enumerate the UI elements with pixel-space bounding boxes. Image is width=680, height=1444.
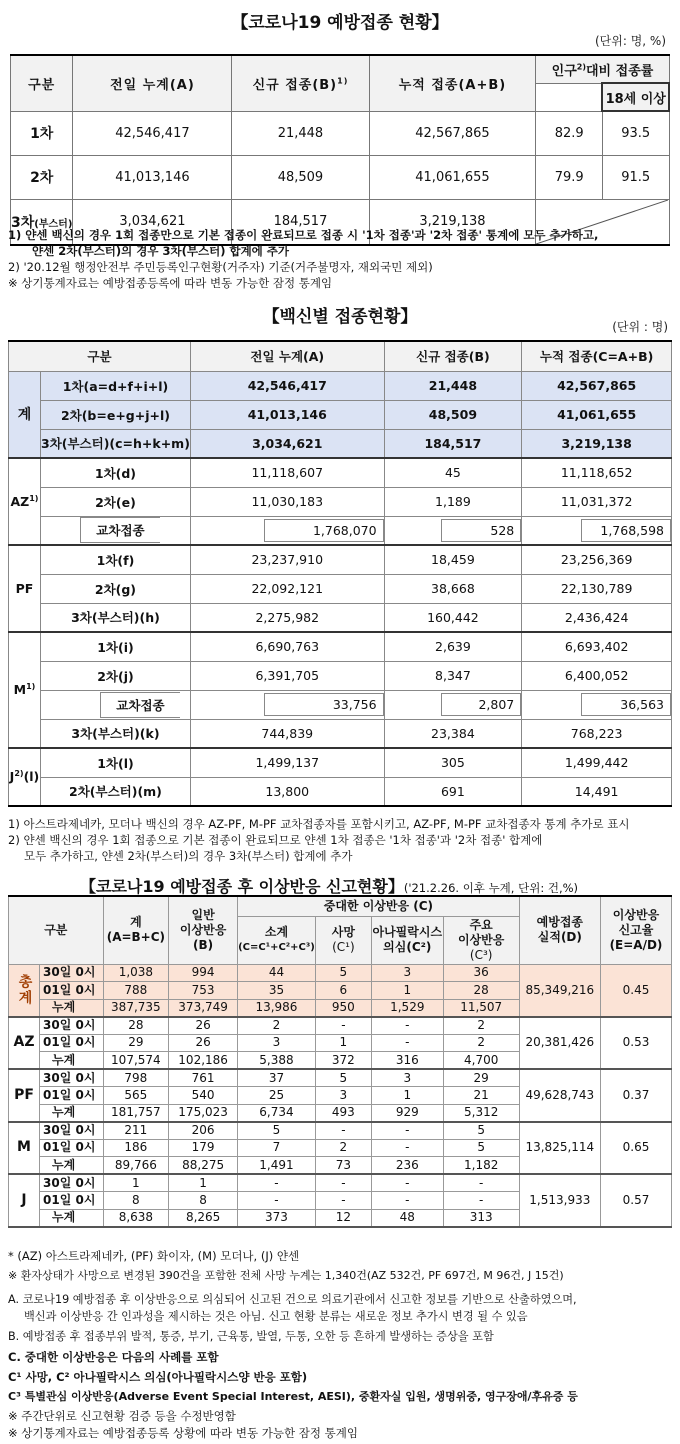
table-cell: 35: [238, 982, 316, 1000]
table-cell: 313: [443, 1209, 519, 1227]
table-cell: -: [371, 1017, 443, 1035]
table-cell: 186: [103, 1139, 169, 1157]
table-cell: -: [371, 1174, 443, 1192]
table-cell: 29: [443, 1069, 519, 1087]
table1-note-1b: 얀센 2차(부스터)의 경우 3차(부스터) 합계에 추가: [32, 244, 290, 258]
table-cell: 누계: [40, 999, 104, 1017]
header-gubun: 구분: [11, 55, 73, 111]
header-subtotal: 소계 (C=C¹+C²+C³): [238, 916, 316, 964]
table-row: PF 1차(f) 23,237,910 18,459 23,256,369: [9, 545, 672, 574]
vaccination-count: 85,349,216: [519, 964, 600, 1017]
report-rate: 0.57: [600, 1174, 671, 1227]
table-cell: 28: [103, 1017, 169, 1035]
table-cell: 30일 0시: [40, 1174, 104, 1192]
header-general: 일반 이상반응 (B): [169, 896, 238, 964]
report-rate: 0.65: [600, 1122, 671, 1175]
header-pop-rate: 인구$^{2)}$대비 접종률: [536, 55, 669, 83]
group-label: M: [9, 1122, 40, 1175]
header-gubun: 구분: [9, 341, 191, 371]
report-rate: 0.45: [600, 964, 671, 1017]
group-label: J: [9, 1174, 40, 1227]
table3-title: 【코로나19 예방접종 후 이상반응 신고현황】: [80, 877, 404, 896]
table-cell: -: [443, 1192, 519, 1210]
table2-unit: (단위 : 명): [612, 320, 668, 334]
table-row: [9, 1017, 672, 1035]
table-cell: 950: [315, 999, 371, 1017]
table-cell: 5: [315, 964, 371, 982]
table-cell: 21: [443, 1087, 519, 1105]
vaccination-status-table: [10, 54, 670, 246]
table-cell: 누계: [40, 1104, 104, 1122]
header-cum: 누적 접종(C=A+B): [522, 341, 672, 371]
header-new: 신규 접종(B): [384, 341, 522, 371]
table-cell: -: [315, 1192, 371, 1210]
table-cell: -: [443, 1174, 519, 1192]
table-cell: -: [371, 1122, 443, 1140]
table3-note-8: ※ 주간단위로 신고현황 검증 등을 수정반영함: [8, 1409, 236, 1423]
table-cell: 5: [315, 1069, 371, 1087]
header-age18: 18세 이상: [602, 83, 669, 111]
table-cell: 387,735: [103, 999, 169, 1017]
table-cell: 540: [169, 1087, 238, 1105]
table-cell: 12: [315, 1209, 371, 1227]
table-cell: 2: [238, 1017, 316, 1035]
table-cell: 1: [169, 1174, 238, 1192]
table2-title: 【백신별 접종현황】: [262, 307, 418, 327]
cross-vaccination-row: 교차접종 33,756 2,807 36,563: [9, 690, 672, 719]
table-cell: 3: [371, 964, 443, 982]
table-row: 1차 42,546,417 21,448 42,567,865 82.9 93.5: [11, 111, 670, 155]
table-cell: 11,507: [443, 999, 519, 1017]
table-cell: 01일 0시: [40, 982, 104, 1000]
table-row: 3차(부스터)(k) 744,839 23,384 768,223: [9, 719, 672, 748]
table-cell: 01일 0시: [40, 1034, 104, 1052]
table-cell: 372: [315, 1052, 371, 1070]
table-cell: -: [315, 1122, 371, 1140]
group-label: PF: [9, 1069, 40, 1122]
table-cell: 01일 0시: [40, 1192, 104, 1210]
table3-note-6: C¹ 사망, C² 아나필락시스 의심(아나필락시스양 반응 포함): [8, 1370, 308, 1384]
table-cell: 30일 0시: [40, 1017, 104, 1035]
group-label: 총계: [9, 964, 40, 1017]
table-cell: 01일 0시: [40, 1139, 104, 1157]
table-cell: 5: [443, 1139, 519, 1157]
table-cell: 8,638: [103, 1209, 169, 1227]
table-cell: 181,757: [103, 1104, 169, 1122]
header-new: 신규 접종$(B)^{1)}$: [232, 55, 369, 111]
table-cell: 316: [371, 1052, 443, 1070]
table-cell: 2: [443, 1017, 519, 1035]
table-cell: 5: [238, 1122, 316, 1140]
table-cell: -: [238, 1174, 316, 1192]
table-cell: 5: [443, 1122, 519, 1140]
table-cell: 73: [315, 1157, 371, 1175]
table3-note-3: 백신과 이상반응 간 인과성을 제시하는 것은 아님. 신고 현황 분류는 새로운 정보 추가시 변경 될 수 있음: [24, 1310, 528, 1323]
table-cell: 13,986: [238, 999, 316, 1017]
table-cell: 8,265: [169, 1209, 238, 1227]
table-cell: 1,491: [238, 1157, 316, 1175]
table-cell: 1,182: [443, 1157, 519, 1175]
table-cell: 1: [371, 982, 443, 1000]
table-cell: 6: [315, 982, 371, 1000]
table-cell: 37: [238, 1069, 316, 1087]
header-prev: 전일 누계(A): [190, 341, 384, 371]
table3-note-9: ※ 상기통계자료는 예방접종등록 상황에 따라 변동 가능한 잠정 통계임: [8, 1426, 358, 1440]
table-cell: 8: [169, 1192, 238, 1210]
table-cell: -: [315, 1017, 371, 1035]
table-cell: 28: [443, 982, 519, 1000]
table2-note-2b: 모두 추가하고, 얀센 2차(부스터)의 경우 3차(부스터) 합계에 추가: [24, 849, 353, 863]
table-cell: 211: [103, 1122, 169, 1140]
table-row: [9, 1174, 672, 1192]
table-cell: 01일 0시: [40, 1087, 104, 1105]
table-cell: 8: [103, 1192, 169, 1210]
table-cell: 994: [169, 964, 238, 982]
table-cell: -: [371, 1034, 443, 1052]
table-row: 2차(j) 6,391,705 8,347 6,400,052: [9, 661, 672, 690]
table-row: 2차(부스터)(m) 13,800 691 14,491: [9, 777, 672, 806]
table-cell: 누계: [40, 1209, 104, 1227]
table-cell: 929: [371, 1104, 443, 1122]
table1-note-1: 1) 얀센 백신의 경우 1회 접종만으로 기본 접종이 완료되므로 접종 시 '1차 접종'과 '2차 접종' 통계에 모두 추가하고,: [8, 228, 599, 242]
header-major: 주요 이상반응 (C³): [443, 916, 519, 964]
table-row: 2차(g) 22,092,121 38,668 22,130,789: [9, 574, 672, 603]
table-cell: 3: [371, 1069, 443, 1087]
table2-note-1: 1) 아스트라제네카, 모더나 백신의 경우 AZ-PF, M-PF 교차접종자를 포함시키고, AZ-PF, M-PF 교차접종자 통계 추가로 표시: [8, 817, 630, 831]
table3-note-4: B. 예방접종 후 접종부위 발적, 통증, 부기, 근육통, 발열, 두통, 오한 등 흔하게 발생하는 증상을 포함: [8, 1330, 494, 1343]
table-cell: 44: [238, 964, 316, 982]
table-row: 3차(부스터)(h) 2,275,982 160,442 2,436,424: [9, 603, 672, 632]
table-cell: 48: [371, 1209, 443, 1227]
table-cell: 788: [103, 982, 169, 1000]
table3-note-5: C. 중대한 이상반응은 다음의 사례를 포함: [8, 1350, 219, 1364]
table-cell: 26: [169, 1034, 238, 1052]
vaccination-count: 1,513,933: [519, 1174, 600, 1227]
header-gubun: 구분: [9, 896, 104, 964]
table-cell: 179: [169, 1139, 238, 1157]
table-row: 계 1차(a=d+f+i+l) 42,546,417 21,448 42,567,865: [9, 371, 672, 400]
table-cell: 88,275: [169, 1157, 238, 1175]
table-cell: 1: [371, 1087, 443, 1105]
table-cell: 7: [238, 1139, 316, 1157]
table-cell: 89,766: [103, 1157, 169, 1175]
table-cell: 29: [103, 1034, 169, 1052]
table-cell: -: [315, 1174, 371, 1192]
table-cell: 206: [169, 1122, 238, 1140]
table-row: [9, 964, 672, 982]
table-row: $M^{1)}$ 1차(i) 6,690,763 2,639 6,693,402: [9, 632, 672, 661]
table-cell: 30일 0시: [40, 964, 104, 982]
table-cell: 493: [315, 1104, 371, 1122]
table-cell: 4,700: [443, 1052, 519, 1070]
table-cell: 107,574: [103, 1052, 169, 1070]
table-cell: 1,038: [103, 964, 169, 982]
table-cell: 1: [103, 1174, 169, 1192]
cross-vaccination-row: 교차접종 1,768,070 528 1,768,598: [9, 516, 672, 545]
table-cell: 761: [169, 1069, 238, 1087]
table-cell: 36: [443, 964, 519, 982]
table-cell: -: [371, 1192, 443, 1210]
adverse-reaction-table: [8, 895, 672, 1228]
table2-note-2: 2) 얀센 백신의 경우 1회 접종으로 기본 접종이 완료되므로 얀센 1차 접종은 '1차 접종'과 '2차 접종' 합계에: [8, 833, 543, 847]
table1-unit: (단위: 명, %): [594, 34, 666, 48]
table-cell: -: [371, 1139, 443, 1157]
header-total: 계 (A=B+C): [103, 896, 169, 964]
table-cell: 30일 0시: [40, 1122, 104, 1140]
table-cell: -: [238, 1192, 316, 1210]
table-cell: 175,023: [169, 1104, 238, 1122]
table-cell: 누계: [40, 1157, 104, 1175]
table-row: 3차(부스터) 3,034,621 184,517 3,219,138: [11, 199, 670, 245]
table3-heading: [80, 874, 578, 897]
report-rate: 0.53: [600, 1017, 671, 1070]
vaccination-count: 49,628,743: [519, 1069, 600, 1122]
header-serious: 중대한 이상반응 (C): [238, 896, 520, 916]
header-prev: 전일 누계(A): [73, 55, 232, 111]
table-cell: 26: [169, 1017, 238, 1035]
table-row: 2차(b=e+g+j+l) 41,013,146 48,509 41,061,655: [9, 400, 672, 429]
table-cell: 5,388: [238, 1052, 316, 1070]
table-cell: 5,312: [443, 1104, 519, 1122]
table-cell: 누계: [40, 1052, 104, 1070]
vaccination-count: 13,825,114: [519, 1122, 600, 1175]
vaccine-type-table: [8, 340, 672, 807]
header-death: 사망 (C¹): [315, 916, 371, 964]
table-cell: 565: [103, 1087, 169, 1105]
table-cell: 236: [371, 1157, 443, 1175]
table-row: 2차(e) 11,030,183 1,189 11,031,372: [9, 487, 672, 516]
vaccination-count: 20,381,426: [519, 1017, 600, 1070]
table-cell: 1: [315, 1034, 371, 1052]
header-vacc: 예방접종 실적(D): [519, 896, 600, 964]
table-cell: 373,749: [169, 999, 238, 1017]
table-cell: 3: [315, 1087, 371, 1105]
table-cell: 373: [238, 1209, 316, 1227]
table-cell: 3: [238, 1034, 316, 1052]
table3-unit: ('21.2.26. 이후 누계, 단위: 건,%): [403, 881, 579, 895]
table-cell: 798: [103, 1069, 169, 1087]
table1-note-3: ※ 상기통계자료는 예방접종등록에 따라 변동 가능한 잠정 통계임: [8, 276, 333, 290]
table-row: AZ$^{1)}$ 1차(d) 11,118,607 45 11,118,652: [9, 458, 672, 487]
table-cell: 2: [315, 1139, 371, 1157]
table-cell: 753: [169, 982, 238, 1000]
table-cell: 25: [238, 1087, 316, 1105]
table3-note-7: C³ 특별관심 이상반응(Adverse Event Special Interest, AESI), 중환자실 입원, 생명위중, 영구장애/후유증 등: [8, 1390, 578, 1403]
table-row: $J^{2)}(l)$ 1차(l) 1,499,137 305 1,499,442: [9, 748, 672, 777]
table-row: 2차 41,013,146 48,509 41,061,655 79.9 91.5: [11, 155, 670, 199]
table3-note-0: * (AZ) 아스트라제네카, (PF) 화이자, (M) 모더나, (J) 얀센: [8, 1249, 300, 1263]
header-cum: 누적 접종(A+B): [369, 55, 536, 111]
table-row: 3차(부스터)(c=h+k+m) 3,034,621 184,517 3,219,138: [9, 429, 672, 458]
table-row: [9, 1069, 672, 1087]
table1-note-2: 2) '20.12월 행정안전부 주민등록인구현황(거주자) 기준(거주불명자, 재외국민 제외): [8, 260, 433, 274]
header-rate: 이상반응 신고율 (E=A/D): [600, 896, 671, 964]
table-cell: 30일 0시: [40, 1069, 104, 1087]
table-cell: 1,529: [371, 999, 443, 1017]
table1-title: 【코로나19 예방접종 현황】: [231, 13, 449, 33]
header-anaphylaxis: 아나필락시스 의심(C²): [371, 916, 443, 964]
report-rate: 0.37: [600, 1069, 671, 1122]
table-row: [9, 1122, 672, 1140]
table3-note-1: ※ 환자상태가 사망으로 변경된 390건을 포함한 전체 사망 누계는 1,340건(AZ 532건, PF 697건, M 96건, J 15건): [8, 1269, 564, 1282]
table-cell: 6,734: [238, 1104, 316, 1122]
table-cell: 2: [443, 1034, 519, 1052]
table3-note-2: A. 코로나19 예방접종 후 이상반응으로 의심되어 신고된 건으로 의료기관에서 신고한 정보를 기반으로 산출하였으며,: [8, 1293, 577, 1306]
group-label: AZ: [9, 1017, 40, 1070]
table-cell: 102,186: [169, 1052, 238, 1070]
